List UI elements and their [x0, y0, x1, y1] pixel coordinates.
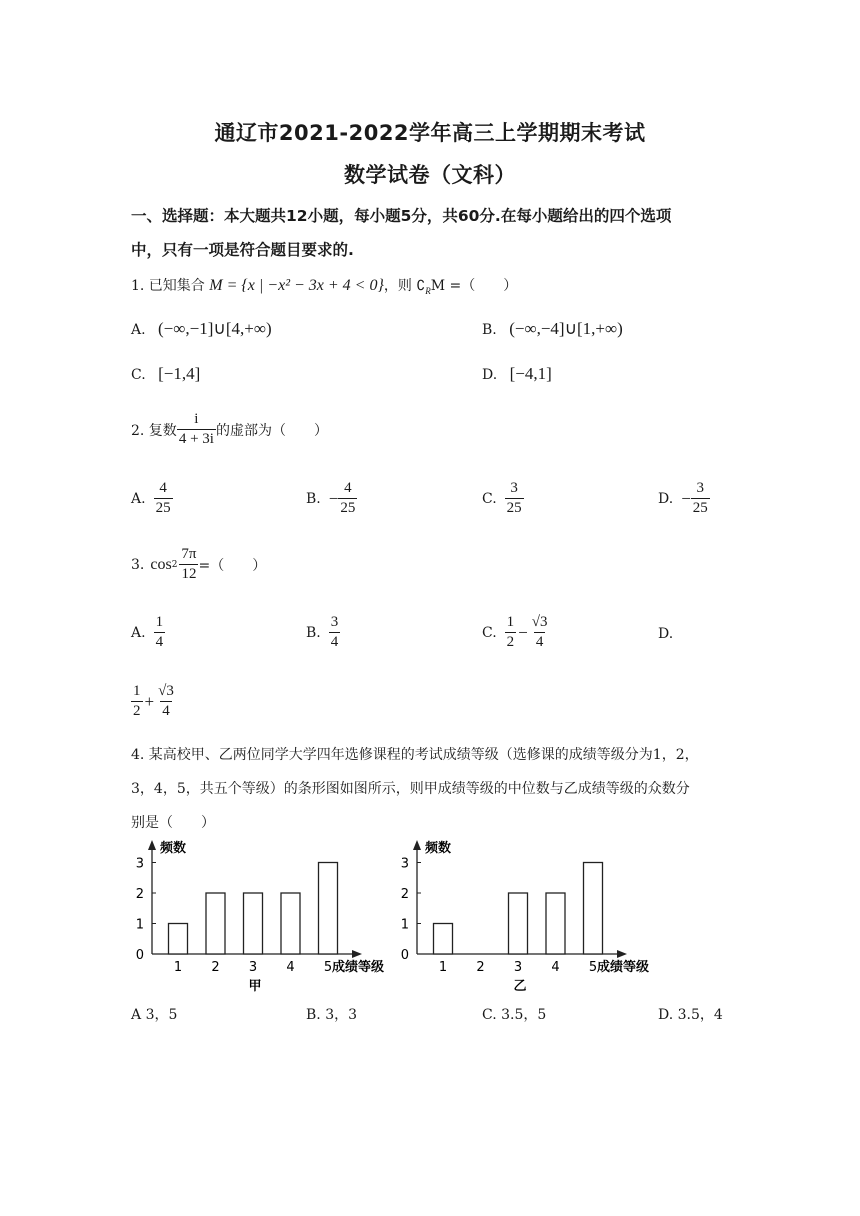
cos-function: cos — [150, 555, 172, 573]
option-text: [−4,1] — [509, 364, 552, 383]
question-4-line1: 4. 某高校甲、乙两位同学大学四年选修课程的考试成绩等级（选修课的成绩等级分为1，2， — [131, 747, 699, 763]
option-text: 3，3 — [325, 1007, 358, 1023]
q1-option-a[interactable] — [131, 319, 272, 339]
q2-option-b[interactable] — [306, 479, 357, 518]
bar — [319, 863, 338, 955]
q3-option-c[interactable] — [482, 613, 550, 652]
fraction-numerator: 1 — [155, 614, 164, 630]
fraction-numerator: √3 — [158, 683, 174, 699]
fraction-numerator: 1 — [133, 683, 141, 699]
option-sign: − — [681, 488, 691, 508]
fraction-denominator: 25 — [155, 500, 171, 516]
x-tick-label: 3 — [513, 960, 523, 975]
option-text: (−∞,−1]∪[4,+∞) — [158, 319, 272, 338]
question-1-lead: 1. 已知集合 — [131, 278, 205, 294]
fraction-numerator: 4 — [344, 480, 352, 496]
x-axis-label: 成绩等级 — [597, 960, 650, 975]
fraction — [154, 613, 166, 652]
bar — [169, 924, 188, 955]
y-axis-arrow — [148, 840, 156, 850]
option-text: 3，5 — [145, 1007, 178, 1023]
fraction-numerator: i — [194, 411, 199, 427]
fraction-denominator: 2 — [506, 634, 515, 650]
question-4-line3: 别是（ ） — [131, 815, 215, 831]
option-label: C. — [482, 624, 497, 641]
option-label: B. — [482, 322, 497, 338]
fraction-denominator: 2 — [133, 703, 141, 719]
fraction — [156, 682, 176, 721]
y-tick-label: 2 — [400, 887, 409, 902]
option-label: D. — [658, 1007, 674, 1023]
y-tick-label: 0 — [135, 948, 144, 963]
q3-option-d[interactable] — [131, 682, 176, 721]
y-axis-arrow — [413, 840, 421, 850]
bar — [509, 893, 528, 954]
exponent: 2 — [171, 559, 178, 570]
option-label: B. — [306, 624, 321, 641]
question-2-tail: 的虚部为（ ） — [215, 422, 328, 439]
bar — [546, 893, 565, 954]
option-sign: − — [328, 488, 339, 508]
option-text: [−1,4] — [158, 364, 201, 383]
fraction — [691, 479, 710, 518]
x-tick-label: 5 — [588, 960, 598, 975]
y-tick-label: 0 — [400, 948, 409, 963]
operator: − — [518, 622, 528, 642]
bar — [584, 863, 603, 955]
fraction-denominator: 25 — [692, 500, 708, 516]
bar — [206, 893, 225, 954]
q1-option-b[interactable] — [482, 319, 623, 339]
chart-title: 乙 — [513, 979, 527, 994]
question-2-lead: 2. 复数 — [131, 422, 177, 439]
q2-option-a[interactable] — [131, 479, 173, 518]
q3-option-d-label[interactable]: D. — [658, 626, 674, 642]
fraction — [530, 613, 550, 652]
q1-option-c[interactable] — [131, 364, 200, 384]
option-label: C. — [131, 367, 146, 383]
bar-chart-jia — [120, 836, 400, 996]
x-tick-label: 1 — [173, 960, 183, 975]
option-label: D. — [658, 490, 674, 507]
option-text: 3.5，4 — [677, 1007, 723, 1023]
question-2 — [131, 410, 328, 449]
fraction-numerator: 3 — [696, 480, 705, 496]
question-3-lead: 3. — [131, 556, 145, 573]
y-tick-label: 1 — [135, 917, 144, 933]
fraction — [329, 613, 341, 652]
fraction — [505, 613, 517, 652]
operator: + — [144, 691, 155, 711]
fraction-denominator: 4 + 3i — [178, 431, 214, 447]
page-title: 通辽市2021-2022学年高三上学期期末考试 — [214, 121, 646, 145]
option-label: A. — [131, 322, 146, 338]
section-heading-line2: 中，只有一项是符合题目要求的. — [131, 241, 354, 259]
q1-option-d[interactable] — [482, 364, 552, 384]
chart-title: 甲 — [248, 979, 262, 994]
bar — [244, 893, 263, 954]
x-tick-label: 2 — [211, 960, 220, 975]
q4-option-c[interactable] — [482, 1004, 546, 1024]
q4-option-a[interactable] — [131, 1004, 177, 1024]
question-1-tail2: M =（ ） — [430, 278, 518, 294]
x-tick-label: 3 — [248, 960, 258, 975]
bar — [281, 893, 300, 954]
page-subtitle: 数学试卷（文科） — [344, 163, 516, 187]
fraction — [338, 479, 357, 518]
bar-chart-yi — [385, 836, 665, 996]
fraction-numerator: 7π — [181, 546, 197, 562]
option-label: D. — [482, 367, 498, 383]
q2-option-c[interactable] — [482, 479, 524, 518]
option-label: B. — [306, 490, 321, 507]
option-label: A — [131, 1007, 142, 1023]
fraction — [505, 479, 524, 518]
x-tick-label: 4 — [551, 960, 560, 975]
option-label: A. — [131, 624, 146, 641]
question-4-line2: 3，4，5，共五个等级）的条形图如图所示，则甲成绩等级的中位数与乙成绩等级的众数分 — [131, 781, 690, 797]
fraction-numerator: 3 — [510, 480, 518, 496]
q2-option-d[interactable] — [658, 479, 710, 518]
fraction-denominator: 4 — [155, 634, 164, 650]
option-label: C. — [482, 490, 497, 507]
y-tick-label: 3 — [400, 856, 409, 872]
x-tick-label: 2 — [476, 960, 485, 975]
q3-option-b[interactable] — [306, 613, 340, 652]
y-axis-label: 频数 — [425, 841, 452, 856]
q3-option-a[interactable] — [131, 613, 165, 652]
y-tick-label: 2 — [135, 887, 144, 902]
option-label: A. — [131, 490, 146, 507]
section-heading-line1: 一、选择题：本大题共12小题，每小题5分，共60分.在每小题给出的四个选项 — [131, 207, 672, 225]
option-text: (−∞,−4]∪[1,+∞) — [509, 319, 623, 338]
question-1-set: M = {x | −x² − 3x + 4 < 0} — [209, 277, 384, 294]
bar — [434, 924, 453, 955]
y-tick-label: 3 — [135, 856, 144, 872]
fraction-numerator: 3 — [330, 614, 339, 630]
x-axis-arrow — [352, 950, 362, 958]
fraction-denominator: 25 — [340, 500, 356, 516]
fraction-denominator: 4 — [535, 634, 544, 650]
question-3-tail: =（ ） — [198, 557, 267, 574]
fraction-numerator: √3 — [531, 614, 548, 630]
y-tick-label: 1 — [400, 917, 409, 933]
x-axis-label: 成绩等级 — [332, 960, 385, 975]
x-tick-label: 5 — [323, 960, 333, 975]
fraction — [177, 410, 216, 449]
fraction-denominator: 25 — [506, 500, 522, 516]
option-label: C. — [482, 1007, 497, 1023]
fraction-denominator: 4 — [330, 634, 339, 650]
x-tick-label: 1 — [438, 960, 448, 975]
question-3 — [131, 545, 266, 584]
fraction-denominator: 4 — [162, 703, 170, 719]
option-text: 3.5，5 — [501, 1007, 547, 1023]
q4-option-d[interactable] — [658, 1004, 723, 1024]
q4-option-b[interactable] — [306, 1004, 357, 1024]
fraction-numerator: 1 — [506, 614, 515, 630]
x-axis-arrow — [617, 950, 627, 958]
fraction-numerator: 4 — [159, 480, 167, 496]
question-1-sub: R — [425, 285, 431, 296]
question-1-tail: ，则 ∁ — [383, 278, 426, 294]
y-axis-label: 频数 — [160, 841, 187, 856]
fraction-denominator: 12 — [181, 566, 197, 582]
fraction — [131, 682, 143, 721]
option-label: B. — [306, 1007, 321, 1023]
x-tick-label: 4 — [286, 960, 295, 975]
fraction — [154, 479, 173, 518]
fraction — [179, 545, 198, 584]
question-1 — [131, 275, 517, 296]
